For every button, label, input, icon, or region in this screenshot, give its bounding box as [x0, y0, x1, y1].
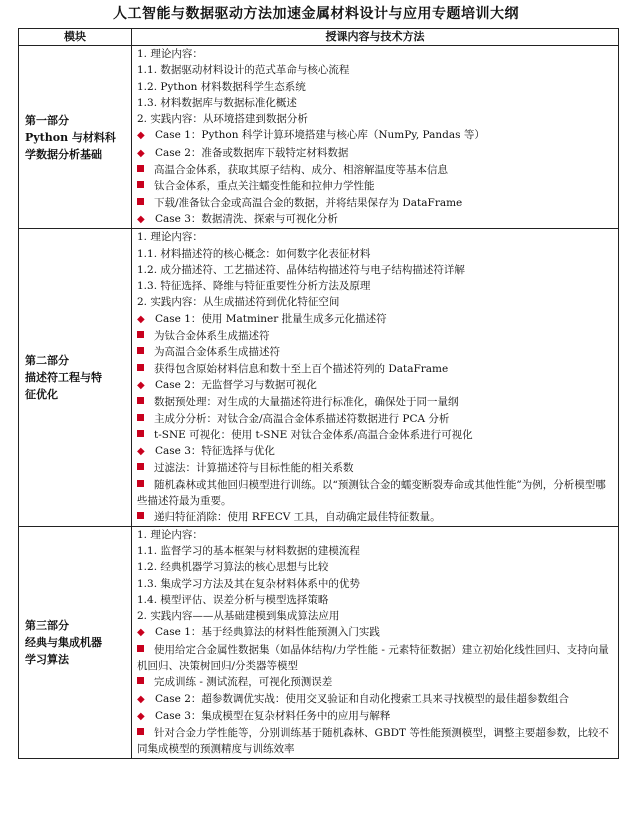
- square-bullet-icon: [137, 645, 144, 652]
- content-line: [137, 559, 614, 575]
- square-bullet-icon: [137, 364, 144, 371]
- outline-table: [18, 28, 619, 759]
- content-text: 1.3. 集成学习方法及其在复杂材料体系中的优势: [137, 577, 360, 590]
- content-text: Case 1：Python 科学计算环境搭建与核心库（NumPy, Pandas 等）: [155, 129, 485, 142]
- content-line: [137, 262, 614, 278]
- content-text: Case 1：使用 Matminer 批量生成多元化描述符: [155, 312, 387, 325]
- content-line: [137, 691, 614, 708]
- content-line: [137, 642, 614, 675]
- content-text: 1. 理论内容：: [137, 231, 203, 244]
- content-line: [137, 229, 614, 245]
- content-text: 为高温合金体系生成描述符: [154, 346, 280, 359]
- module-name-line: 描述符工程与特: [25, 370, 102, 384]
- content-line: [137, 344, 614, 360]
- diamond-bullet-icon: ◆: [137, 147, 145, 159]
- square-bullet-icon: [137, 430, 144, 437]
- content-line: [137, 328, 614, 344]
- content-line: [137, 527, 614, 543]
- content-text: 高温合金体系，获取其原子结构、成分、相溶解温度等基本信息: [154, 164, 448, 177]
- content-text: 2. 实践内容：从生成描述符到优化特征空间: [137, 296, 340, 309]
- content-text: 1.2. Python 材料数据科学生态系统: [137, 80, 306, 93]
- header-content: 授课内容与技术方法: [132, 29, 619, 46]
- diamond-bullet-icon: ◆: [137, 213, 145, 225]
- content-line: [137, 294, 614, 310]
- content-text: Case 2：超参数调优实战：使用交叉验证和自动化搜索工具来寻找模型的最佳超参数组合: [155, 692, 569, 705]
- diamond-bullet-icon: ◆: [137, 693, 145, 705]
- square-bullet-icon: [137, 198, 144, 205]
- content-text: 主成分分析：对钛合金/高温合金体系描述符数据进行 PCA 分析: [154, 412, 450, 425]
- content-line: [137, 674, 614, 690]
- content-line: [137, 624, 614, 641]
- content-line: [137, 211, 614, 228]
- content-line: [137, 543, 614, 559]
- module-row: [19, 229, 619, 526]
- content-text: 随机森林或其他回归模型进行训练。以“预测钛合金的蠕变断裂寿命或其他性能”为例，分析模型哪些描述符最为重要。: [137, 478, 606, 508]
- content-line: [137, 460, 614, 476]
- content-text: 1.3. 材料数据库与数据标准化概述: [137, 96, 297, 109]
- content-line: [137, 62, 614, 78]
- content-text: 过滤法：计算描述符与目标性能的相关系数: [154, 462, 354, 475]
- content-line: [137, 361, 614, 377]
- square-bullet-icon: [137, 480, 144, 487]
- content-text: 针对合金力学性能等，分别训练基于随机森林、GBDT 等性能预测模型，调整主要超参数，比较不同集成模型的预测精度与训练效率: [137, 727, 609, 756]
- square-bullet-icon: [137, 677, 144, 684]
- square-bullet-icon: [137, 463, 144, 470]
- content-text: 1.2. 成分描述符、工艺描述符、晶体结构描述符与电子结构描述符详解: [137, 263, 465, 276]
- square-bullet-icon: [137, 728, 144, 735]
- content-line: [137, 394, 614, 410]
- module-name-line: 第一部分: [25, 113, 69, 127]
- module-name-line: Python 与材料科: [25, 130, 116, 144]
- content-line: [137, 477, 614, 510]
- content-line: [137, 377, 614, 394]
- content-line: [137, 592, 614, 608]
- square-bullet-icon: [137, 414, 144, 421]
- module-name: [19, 526, 132, 758]
- module-name-line: 经典与集成机器: [25, 635, 102, 649]
- diamond-bullet-icon: ◆: [137, 446, 145, 458]
- module-content: [132, 229, 619, 526]
- module-content: [132, 526, 619, 758]
- content-line: [137, 411, 614, 427]
- content-text: 1.4. 模型评估、误差分析与模型选择策略: [137, 593, 329, 606]
- square-bullet-icon: [137, 165, 144, 172]
- content-text: 2. 实践内容——从基础建模到集成算法应用: [137, 610, 340, 623]
- content-text: 2. 实践内容：从环境搭建到数据分析: [137, 113, 308, 126]
- header-module: 模块: [19, 29, 132, 46]
- content-line: [137, 111, 614, 127]
- content-text: Case 3：集成模型在复杂材料任务中的应用与解释: [155, 709, 391, 722]
- document-title: 人工智能与数据驱动方法加速金属材料设计与应用专题培训大纲: [113, 6, 519, 22]
- content-text: t-SNE 可视化：使用 t-SNE 对钛合金体系/高温合金体系进行可视化: [154, 428, 473, 441]
- content-line: [137, 509, 614, 525]
- content-text: Case 3：数据清洗、探索与可视化分析: [155, 212, 338, 225]
- module-name-line: 第二部分: [25, 353, 69, 367]
- module-row: [19, 46, 619, 229]
- content-text: 获得包含原始材料信息和数十至上百个描述符列的 DataFrame: [154, 362, 449, 375]
- content-line: [137, 127, 614, 144]
- content-line: [137, 725, 614, 758]
- module-content: [132, 46, 619, 229]
- content-text: 数据预处理：对生成的大量描述符进行标准化，确保处于同一量纲: [154, 396, 459, 409]
- content-line: [137, 246, 614, 262]
- diamond-bullet-icon: ◆: [137, 710, 145, 722]
- content-text: 为钛合金体系生成描述符: [154, 330, 270, 343]
- content-text: Case 2：无监督学习与数据可视化: [155, 378, 317, 391]
- module-name-line: 学习算法: [25, 652, 69, 666]
- content-line: [137, 79, 614, 95]
- square-bullet-icon: [137, 181, 144, 188]
- square-bullet-icon: [137, 331, 144, 338]
- square-bullet-icon: [137, 347, 144, 354]
- module-row: [19, 526, 619, 758]
- content-line: [137, 427, 614, 443]
- content-text: Case 3：特征选择与优化: [155, 445, 275, 458]
- content-text: 1. 理论内容：: [137, 528, 203, 541]
- content-text: Case 1：基于经典算法的材料性能预测入门实践: [155, 626, 380, 639]
- content-text: 递归特征消除：使用 RFECV 工具，自动确定最佳特征数量。: [154, 511, 441, 524]
- diamond-bullet-icon: ◆: [137, 627, 145, 639]
- square-bullet-icon: [137, 397, 144, 404]
- content-text: 1.2. 经典机器学习算法的核心思想与比较: [137, 561, 329, 574]
- content-line: [137, 311, 614, 328]
- content-line: [137, 195, 614, 211]
- module-name-line: 第三部分: [25, 618, 69, 632]
- content-line: [137, 95, 614, 111]
- content-line: [137, 46, 614, 62]
- content-line: [137, 178, 614, 194]
- diamond-bullet-icon: ◆: [137, 313, 145, 325]
- module-name-line: 征优化: [25, 387, 58, 401]
- table-header-row: [19, 29, 619, 46]
- content-line: [137, 145, 614, 162]
- content-text: 1.1. 数据驱动材料设计的范式革命与核心流程: [137, 64, 350, 77]
- module-name: [19, 229, 132, 526]
- module-name-line: 学数据分析基础: [25, 147, 102, 161]
- content-text: 下载/准备钛合金或高温合金的数据，并将结果保存为 DataFrame: [154, 196, 463, 209]
- content-text: 完成训练 - 测试流程，可视化预测误差: [154, 676, 333, 689]
- content-text: 1.1. 材料描述符的核心概念：如何数字化表征材料: [137, 247, 371, 260]
- content-line: [137, 443, 614, 460]
- content-text: 使用给定合金属性数据集（如晶体结构/力学性能 - 元素特征数据）建立初始化线性回归、支持向量机回归、决策树回归/分类器等模型: [137, 643, 609, 672]
- content-text: 1.3. 特征选择、降维与特征重要性分析方法及原理: [137, 280, 371, 293]
- content-line: [137, 162, 614, 178]
- content-text: 1.1. 监督学习的基本框架与材料数据的建模流程: [137, 544, 360, 557]
- diamond-bullet-icon: ◆: [137, 130, 145, 142]
- content-line: [137, 278, 614, 294]
- module-name: [19, 46, 132, 229]
- content-line: [137, 608, 614, 624]
- content-text: 钛合金体系，重点关注蠕变性能和拉伸力学性能: [154, 180, 375, 193]
- content-line: [137, 708, 614, 725]
- square-bullet-icon: [137, 512, 144, 519]
- content-text: Case 2：准备或数据库下载特定材料数据: [155, 146, 349, 159]
- content-text: 1. 理论内容：: [137, 48, 203, 60]
- diamond-bullet-icon: ◆: [137, 379, 145, 391]
- content-line: [137, 576, 614, 592]
